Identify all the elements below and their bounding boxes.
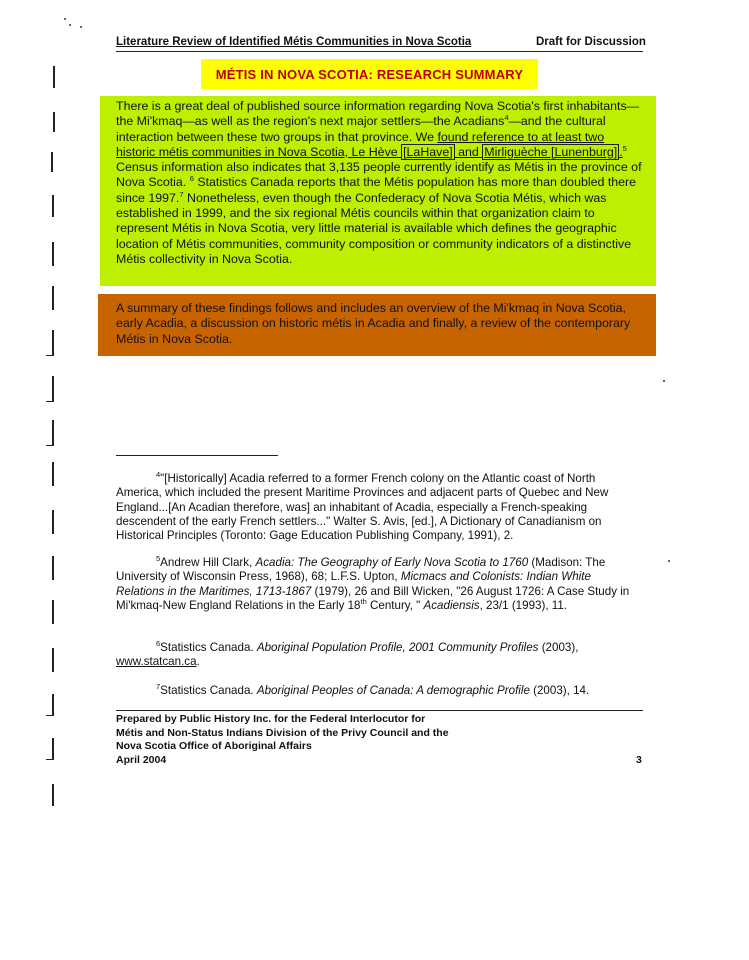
boxed-lahave: [LaHave] (403, 144, 453, 159)
footnote-6: $^6$Statistics Canada. Aboriginal Population Profile, 2001 Community Profiles (2003), www.statcan.ca. (116, 639, 579, 669)
header-rule (116, 51, 643, 52)
footnote-separator (116, 455, 278, 456)
footnote-7: $^7$Statistics Canada. Aboriginal Peoples of Canada: A demographic Profile (2003), 14. (156, 682, 590, 697)
page-number: 3 (636, 754, 642, 766)
footnote-5: $^5$Andrew Hill Clark, Acadia: The Geography of Early Nova Scotia to 1760 (Madison: The University of Wisconsin Press, 1968), 68; L.F.S. Upton, Micmacs and Colonists: Indian White Relations in the Maritimes, 1713-1867 (1979), 26 and Bill Wicken, "26 August 1726: A Case Study in Mi'kmaq-New England Relations in the Early 18th Century, " Acadiensis, 23/1 (1993), 11. (116, 554, 630, 612)
footnote-ref-7[interactable]: 7 (179, 189, 184, 199)
section-title: MÉTIS IN NOVA SCOTIA: RESEARCH SUMMARY (215, 66, 524, 82)
overview-paragraph: A summary of these findings follows and includes an overview of the Mi'kmaq in Nova Scotia, early Acadia, a discussion on historic métis in Acadia and finally, a review of the contemporary Métis in Nova Scotia. (116, 301, 631, 346)
footnote-ref-6[interactable]: 6 (189, 174, 194, 184)
footnote-ref-5[interactable]: 5 (622, 143, 627, 153)
statcan-link[interactable]: www.statcan.ca (116, 655, 197, 669)
footer-credits: Prepared by Public History Inc. for the Federal Interlocutor for Métis and Non-Status Indians Division of the Privy Council and the Nova Scotia Office of Aboriginal Affairs April 2004 (116, 713, 449, 766)
footer-rule (116, 710, 643, 711)
running-header-title: Literature Review of Identified Métis Communities in Nova Scotia (116, 36, 472, 48)
title-highlight (201, 59, 538, 89)
underlined-passage: found reference to at least two historic métis communities in Nova Scotia, Le Hève [LaHave] and Mirliguèche [Lunenburg] . (116, 129, 623, 159)
boxed-mirligueche: Mirliguèche [Lunenburg] (484, 144, 618, 159)
footnote-ref-4[interactable]: 4 (504, 113, 509, 123)
running-header-status: Draft for Discussion (536, 36, 646, 48)
summary-paragraph: There is a great deal of published source information regarding Nova Scotia's first inhabitants—the Mi'kmaq—as well as the region's next major settlers—the Acadians$^4$—and the cultural interaction between these two groups in that province. We found reference to at least two historic métis communities in Nova Scotia, Le Hève [LaHave] and Mirliguèche [Lunenburg] .$^5$ Census information also indicates that 3,135 people currently identify as Métis in the province of Nova Scotia. $^6$ Statistics Canada reports that the Métis population has more than doubled there since 1997.$^7$ Nonetheless, even though the Confederacy of Nova Scotia Métis, which was established in 1999, and the six regional Métis councils within that organization claim to represent Métis in Nova Scotia, very little material is available which defines the geographic location of Métis communities, community composition or community indicators of a distinctive Métis collectivity in Nova Scotia. (116, 99, 642, 266)
footnote-4: $^4$"[Historically] Acadia referred to a former French colony on the Atlantic coast of North America, which included the present Maritime Provinces and adjacent parts of Quebec and New England...[An Acadian therefore, was] an inhabitant of Acadia, especially a French-speaking descendent of the early French settlers..." Walter S. Avis, [ed.], A Dictionary of Canadianism on Historical Principles (Toronto: Gage Education Publishing Company, 1991), 2. (116, 470, 609, 543)
